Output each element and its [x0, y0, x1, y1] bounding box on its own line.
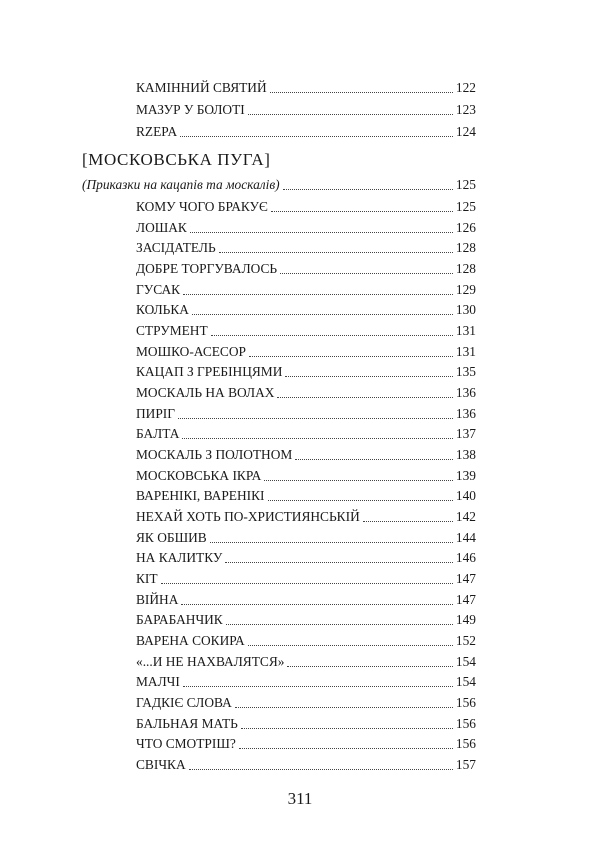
toc-entry-title: ЛОШАК — [136, 219, 187, 235]
toc-entry — [136, 674, 476, 690]
toc-entry — [136, 323, 476, 339]
dot-leader — [239, 748, 453, 749]
toc-entry-page: 147 — [455, 571, 476, 586]
toc-entry — [136, 757, 476, 773]
toc-entry-title: RZEPA — [136, 124, 178, 139]
dot-leader — [295, 459, 453, 460]
dot-leader — [210, 542, 453, 543]
toc-entry-page: 157 — [455, 757, 476, 772]
toc-entry-title: КОЛЬКА — [136, 302, 189, 318]
dot-leader — [270, 92, 453, 93]
dot-leader — [283, 189, 453, 190]
toc-entry-title: ЗАСІДАТЕЛЬ — [136, 240, 216, 256]
toc-entry-title: МОСКАЛЬ З ПОЛОТНОМ — [136, 447, 293, 462]
toc-entry-page: 131 — [455, 323, 476, 338]
toc-entry-page: 140 — [455, 488, 476, 504]
toc-entry — [136, 488, 476, 504]
section-subtitle: (Приказки на кацапів та москалів) — [82, 177, 280, 192]
toc-entry-title: МАЛЧІ — [136, 674, 180, 690]
dot-leader — [277, 397, 452, 398]
dot-leader — [248, 645, 453, 646]
toc-entry — [136, 124, 476, 140]
dot-leader — [249, 356, 453, 357]
toc-entry-page: 125 — [455, 199, 476, 214]
toc-entry-page: 147 — [455, 591, 476, 607]
toc-entry — [136, 695, 476, 711]
toc-entry-page: 136 — [455, 385, 476, 400]
toc-entry-title: КОМУ ЧОГО БРАКУЄ — [136, 199, 268, 214]
dot-leader — [285, 376, 453, 377]
toc-entry-title: ГУСАК — [136, 281, 181, 297]
toc-entry-page: 154 — [455, 653, 476, 669]
toc-entry-page: 124 — [455, 124, 476, 139]
dot-leader — [280, 273, 453, 274]
dot-leader — [211, 335, 453, 336]
dot-leader — [181, 604, 453, 605]
toc-entry-page: 128 — [455, 261, 476, 276]
toc-entry-page: 156 — [455, 695, 476, 710]
section-subtitle-page: 125 — [455, 177, 476, 192]
toc-entry — [136, 592, 476, 608]
dot-leader — [241, 728, 453, 729]
dot-leader — [271, 211, 453, 212]
toc-entry — [136, 240, 476, 256]
dot-leader — [235, 707, 453, 708]
toc-entry — [136, 102, 476, 118]
dot-leader — [183, 294, 453, 295]
toc-entry — [136, 302, 476, 318]
toc-entry — [136, 261, 476, 277]
toc-entry — [136, 447, 476, 463]
toc-entry-title: БАЛТА — [136, 426, 180, 442]
toc-entry-page: 129 — [455, 281, 476, 297]
toc-entry-title: МОСКАЛЬ НА ВОЛАХ — [136, 385, 275, 400]
toc-entry-title: КАЦАП З ГРЕБІНЦЯМИ — [136, 364, 283, 380]
section-subtitle-entry — [82, 177, 476, 193]
toc-entry-title: КАМІННИЙ СВЯТИЙ — [136, 80, 267, 95]
toc-entry — [136, 364, 476, 380]
toc-entry-page: 142 — [455, 509, 476, 524]
toc-entry — [136, 344, 476, 360]
toc-entry — [136, 716, 476, 732]
section-title: [МОСКОВСЬКА ПУГА] — [82, 150, 271, 169]
toc-entry-title: ПИРІГ — [136, 405, 175, 421]
toc-entry-page: 126 — [455, 219, 476, 235]
toc-entry-page: 130 — [455, 302, 476, 318]
toc-entry — [136, 220, 476, 236]
toc-entry-page: 146 — [455, 550, 476, 566]
toc-entry — [136, 80, 476, 96]
toc-entry-page: 128 — [455, 240, 476, 256]
toc-entry-title: ЯК ОБШИВ — [136, 529, 207, 545]
toc-entry — [136, 509, 476, 525]
toc-entry — [136, 736, 476, 752]
toc-entry-page: 156 — [455, 715, 476, 731]
toc-entry — [136, 550, 476, 566]
toc-entry-page: 122 — [455, 80, 476, 95]
dot-leader — [219, 252, 453, 253]
toc-entry-page: 154 — [455, 674, 476, 690]
dot-leader — [178, 418, 453, 419]
dot-leader — [182, 438, 452, 439]
toc-entry-title: МОШКО-АСЕСОР — [136, 343, 246, 359]
dot-leader — [192, 314, 453, 315]
dot-leader — [180, 136, 453, 137]
toc-entry-page: 149 — [455, 612, 476, 628]
dot-leader — [225, 562, 453, 563]
toc-entry — [136, 612, 476, 628]
toc-entry-title: ВІЙНА — [136, 591, 179, 607]
toc-entry-title: «...И НЕ НАХВАЛЯТСЯ» — [136, 653, 285, 669]
toc-entry — [136, 530, 476, 546]
toc-entry-title: ГАДКІЄ СЛОВА — [136, 695, 232, 710]
toc-entry — [136, 385, 476, 401]
toc-entry — [136, 633, 476, 649]
toc-entry-title: ДОБРЕ ТОРГУВАЛОСЬ — [136, 261, 278, 276]
toc-entry-title: МОСКОВСЬКА ІКРА — [136, 467, 262, 483]
toc-entry-title: СТРУМЕНТ — [136, 323, 208, 338]
toc-entry — [136, 199, 476, 215]
toc-entry-page: 156 — [455, 736, 476, 752]
toc-entry-page: 144 — [455, 529, 476, 545]
toc-entry-title: СВІЧКА — [136, 757, 186, 772]
toc-entry-title: ВАРЕНА СОКИРА — [136, 633, 245, 648]
dot-leader — [363, 521, 453, 522]
toc-entry — [136, 406, 476, 422]
toc-entry-page: 136 — [455, 405, 476, 421]
toc-entry-title: НА КАЛИТКУ — [136, 550, 223, 566]
toc-entry-title: НЕХАЙ ХОТЬ ПО-ХРИСТИЯНСЬКІЙ — [136, 509, 360, 524]
dot-leader — [189, 769, 453, 770]
toc-entry-title: КІТ — [136, 571, 158, 586]
toc-entry — [136, 426, 476, 442]
toc-entry-page: 123 — [455, 102, 476, 117]
dot-leader — [190, 232, 453, 233]
dot-leader — [161, 583, 453, 584]
toc-entry — [136, 571, 476, 587]
toc-entry-title: МАЗУР У БОЛОТІ — [136, 102, 245, 117]
toc-entry-page: 131 — [455, 343, 476, 359]
toc-entry-title: ЧТО СМОТРІШ? — [136, 736, 236, 752]
toc-entry-page: 135 — [455, 364, 476, 380]
toc-entry — [136, 468, 476, 484]
toc-entry-title: БАРАБАНЧИК — [136, 612, 223, 628]
dot-leader — [268, 500, 453, 501]
toc-entry — [136, 654, 476, 670]
dot-leader — [183, 686, 453, 687]
toc-entry-page: 139 — [455, 467, 476, 483]
toc-entry-page: 137 — [455, 426, 476, 442]
dot-leader — [287, 666, 452, 667]
toc-entry-title: БАЛЬНАЯ МАТЬ — [136, 715, 238, 731]
dot-leader — [264, 480, 453, 481]
toc-entry-title: ВАРЕНІКІ, ВАРЕНІКІ — [136, 488, 265, 504]
page-number: 311 — [287, 789, 313, 808]
toc-entry-page: 152 — [455, 633, 476, 648]
dot-leader — [248, 114, 453, 115]
dot-leader — [226, 624, 453, 625]
toc-entry — [136, 282, 476, 298]
toc-entry-page: 138 — [455, 447, 476, 462]
